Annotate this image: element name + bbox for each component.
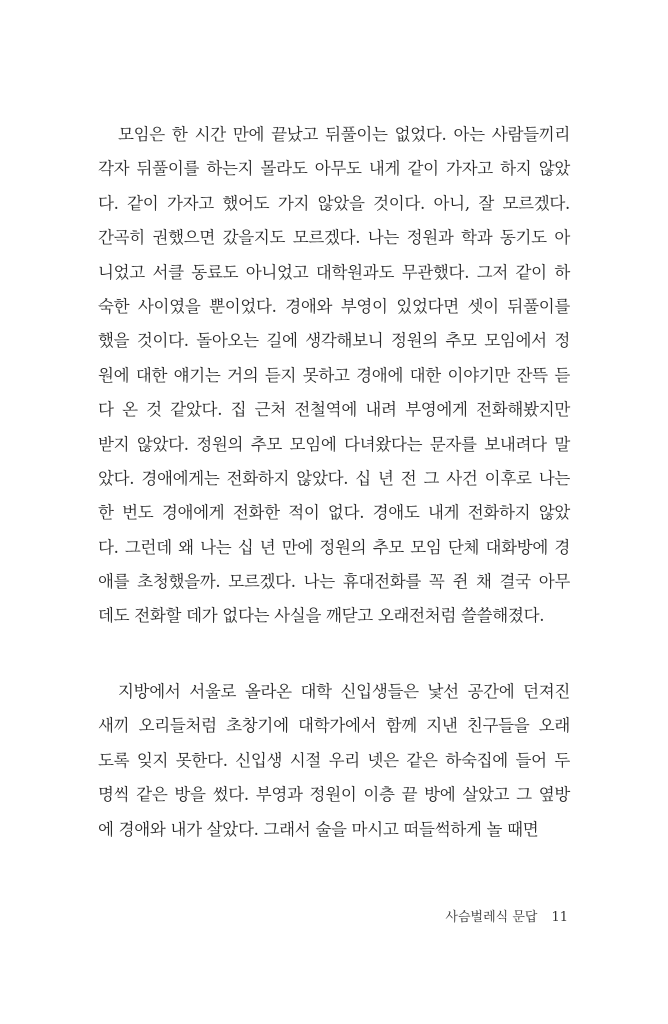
text-line: 니었고 서클 동료도 아니었고 대학원과도 무관했다. 그저 같이 하 xyxy=(98,262,570,282)
text-line: 원에 대한 얘기는 거의 듣지 못하고 경애에 대한 이야기만 잔뜩 듣 xyxy=(98,365,570,385)
page-number: 11 xyxy=(551,910,568,925)
text-line: 한 번도 경애에게 전화한 적이 없다. 경애도 내게 전화하지 않았 xyxy=(98,503,570,523)
paragraph-2 xyxy=(98,675,570,847)
paragraph-1 xyxy=(98,118,570,634)
text-line: 새끼 오리들처럼 초창기에 대학가에서 함께 지낸 친구들을 오래 xyxy=(98,716,570,736)
text-line: 다. 같이 가자고 했어도 가지 않았을 것이다. 아니, 잘 모르겠다. xyxy=(98,193,570,213)
book-title: 사슴벌레식 문답 xyxy=(445,910,538,925)
text-line: 각자 뒤풀이를 하는지 몰라도 아무도 내게 같이 가자고 하지 않았 xyxy=(98,159,570,179)
running-footer xyxy=(445,906,568,925)
text-line: 받지 않았다. 정원의 추모 모임에 다녀왔다는 문자를 보내려다 말 xyxy=(98,434,570,454)
text-line: 데도 전화할 데가 없다는 사실을 깨닫고 오래전처럼 쓸쓸해졌다. xyxy=(98,606,545,626)
text-line: 했을 것이다. 돌아오는 길에 생각해보니 정원의 추모 모임에서 정 xyxy=(98,331,570,351)
text-line: 다 온 것 같았다. 집 근처 전철역에 내려 부영에게 전화해봤지만 xyxy=(98,400,570,420)
text-line: 간곡히 권했으면 갔을지도 모르겠다. 나는 정원과 학과 동기도 아 xyxy=(98,228,570,248)
text-line: 도록 잊지 못한다. 신입생 시절 우리 넷은 같은 하숙집에 들어 두 xyxy=(98,750,570,770)
text-line: 모임은 한 시간 만에 끝났고 뒤풀이는 없었다. 아는 사람들끼리 xyxy=(118,125,570,144)
text-line: 에 경애와 내가 살았다. 그래서 술을 마시고 떠들썩하게 놀 때면 xyxy=(98,819,539,839)
text-line: 지방에서 서울로 올라온 대학 신입생들은 낯선 공간에 던져진 xyxy=(118,682,570,701)
text-line: 다. 그런데 왜 나는 십 년 만에 정원의 추모 모임 단체 대화방에 경 xyxy=(98,537,570,557)
text-line: 숙한 사이였을 뿐이었다. 경애와 부영이 있었다면 셋이 뒤풀이를 xyxy=(98,296,570,316)
text-line: 애를 초청했을까. 모르겠다. 나는 휴대전화를 꼭 쥔 채 결국 아무 xyxy=(98,572,570,592)
text-line: 명씩 같은 방을 썼다. 부영과 정원이 이층 끝 방에 살았고 그 옆방 xyxy=(98,785,570,805)
text-line: 았다. 경애에게는 전화하지 않았다. 십 년 전 그 사건 이후로 나는 xyxy=(98,468,570,488)
